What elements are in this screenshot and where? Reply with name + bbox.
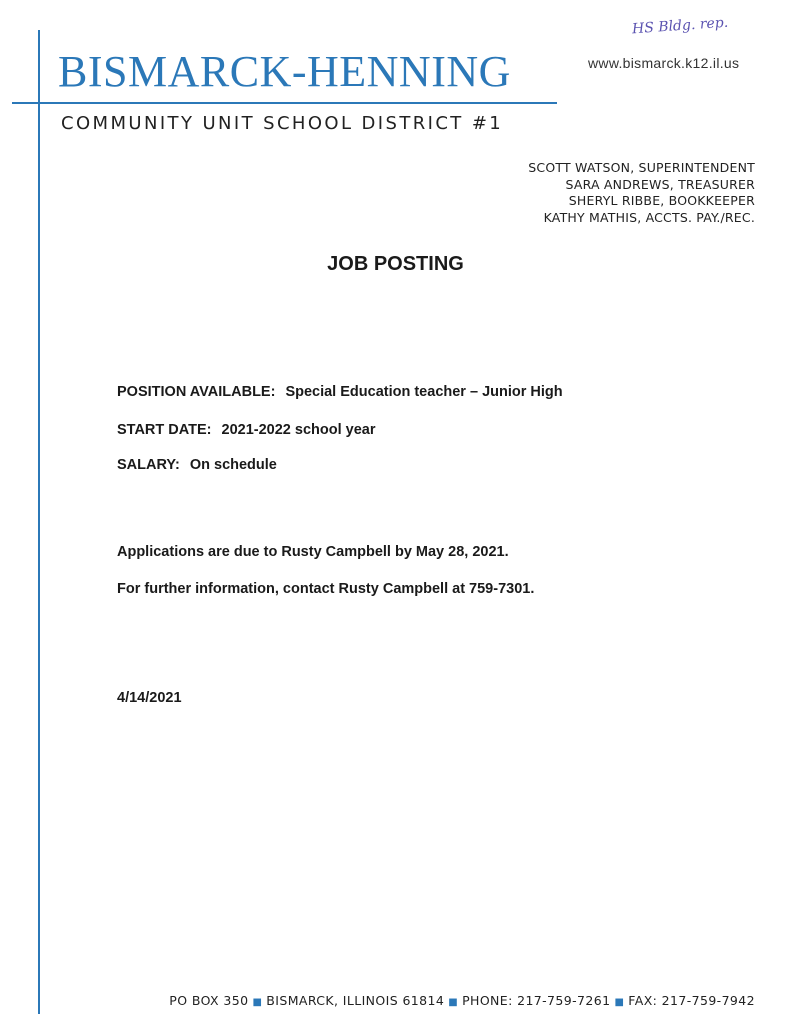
contact-info: For further information, contact Rusty Campbell at 759-7301. [117,581,535,597]
start-date-label: START DATE: [117,422,212,438]
footer-po-box: PO BOX 350 [169,993,249,1008]
staff-superintendent: SCOTT WATSON, SUPERINTENDENT [528,160,755,175]
footer-city: BISMARCK, ILLINOIS 61814 [266,993,445,1008]
bullet-square-icon: ■ [252,997,263,1008]
salary-value: On schedule [189,457,277,473]
position-label: POSITION AVAILABLE: [117,384,276,400]
bullet-square-icon: ■ [448,997,459,1008]
salary-label: SALARY: [117,457,180,473]
position-field [117,384,563,400]
letterhead-vertical-rule [38,30,40,1014]
staff-accounts: KATHY MATHIS, ACCTS. PAY./REC. [543,209,755,225]
staff-bookkeeper: SHERYL RIBBE, BOOKKEEPER [568,193,755,208]
posting-date: 4/14/2021 [117,690,182,706]
page-title: JOB POSTING [327,253,464,275]
footer-address [169,993,755,1008]
website-url: www.bismarck.k12.il.us [588,55,740,71]
staff-treasurer: SARA ANDREWS, TREASURER [565,176,755,192]
applications-due: Applications are due to Rusty Campbell by May 28, 2021. [117,544,509,560]
start-date-value: 2021-2022 school year [221,422,376,438]
letterhead-horizontal-rule [12,102,557,104]
district-subtitle: COMMUNITY UNIT SCHOOL DISTRICT #1 [61,113,504,134]
handwritten-note: HS Bldg. rep. [631,14,729,38]
district-name: BISMARCK-HENNING [58,47,511,96]
bullet-square-icon: ■ [614,997,625,1008]
salary-field [117,457,277,473]
staff-list [528,160,755,226]
footer-fax: FAX: 217-759-7942 [628,993,755,1008]
start-date-field [117,422,375,438]
footer-phone: PHONE: 217-759-7261 [462,993,611,1008]
position-value: Special Education teacher – Junior High [285,384,563,400]
